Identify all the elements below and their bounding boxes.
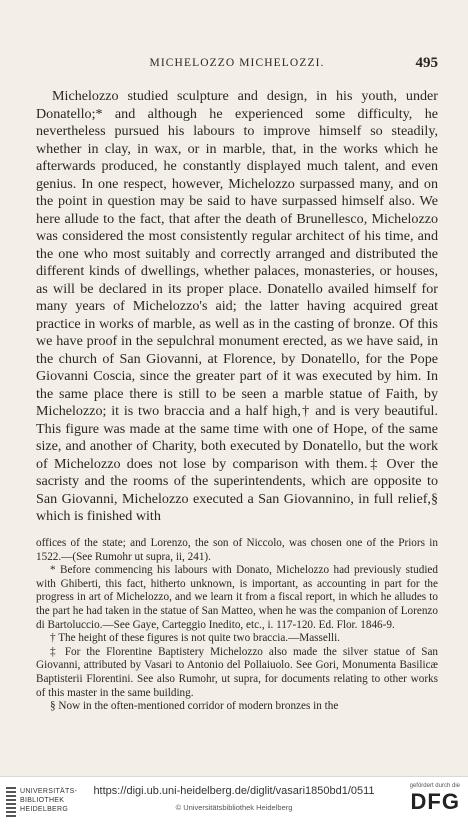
- viewer-footer: [0, 776, 468, 832]
- footnote-continuation: offices of the state; and Lorenzo, the son of Niccolo, was chosen one of the Priors in 1522.—(See Rumohr ut supra, ii, 241).: [36, 537, 438, 563]
- dfg-logo: [388, 783, 460, 825]
- body-text: [36, 88, 438, 526]
- dfg-logo-icon: DFG: [410, 789, 460, 814]
- footnote-section: § Now in the often-mentioned corridor of modern bronzes in the: [50, 700, 339, 713]
- copyright-notice: © Universitätsbibliothek Heidelberg: [175, 803, 293, 812]
- footnote-dagger: † The height of these figures is not quite two braccia.—Masselli.: [50, 632, 340, 645]
- permalink[interactable]: https://digi.ub.uni-heidelberg.de/diglit/vasari1850bd1/0511: [93, 785, 375, 797]
- body-paragraph: Michelozzo studied sculpture and design, in his youth, under Donatello;* and although he experienced some difficulty, he nevertheless pursued his labours to improve himself so steadily, whether in clay, in wax, or in marble, that, in the works which he afterwards produced, he constantly displayed much talent, and even genius. In one respect, however, Michelozzo surpassed many, and on the point in question may be said to have surpassed himself also. We here allude to the fact, that after the death of Brunellesco, Michelozzo was considered the most consistently regular architect of his time, and the one who most suitably and correctly arranged and distributed the different kinds of dwellings, whether palaces, monasteries, or houses, as will be declared in its proper place. Donatello availed himself for many years of Michelozzo's aid; the latter having acquired great practice in works of marble, as well as in the casting of bronze. Of this we have proof in the sepulchral monument erected, as we have said, in the church of San Giovanni, at Florence, by Donatello, for the Pope Giovanni Coscia, since the greater part of it was executed by him. In the same place there is still to be seen a marble statue of Faith, by Michelozzo; it is two braccia and a half high,† and is very beautiful. This figure was made at the same time with one of Hope, of the same size, and another of Charity, both executed by Donatello, but the work of Michelozzo does not lose by comparison with them.‡ Over the sacristy and the rooms of the superintendents, which are opposite to San Giovanni, Michelozzo executed a San Giovannino, in full relief,§ which is finished with: [36, 88, 438, 524]
- page-header: [36, 57, 438, 73]
- footnote-asterisk: * Before commencing his labours with Donato, Michelozzo had previously studied with Ghiberti, this fact, hitherto unknown, is important, as accounting in part for the progress in art of Michelozzo, and we learn it from a fiscal report, in which he alludes to the part he had taken in the statue of San Matteo, when he was the companion of Lorenzo di Bartoluccio.—See Gaye, Carteggio Inedito, etc., i. 117-120. Ed. Flor. 1846-9.: [36, 564, 438, 631]
- library-name: UNIVERSITÄTS- BIBLIOTHEK HEIDELBERG: [20, 788, 78, 813]
- footnotes: [36, 537, 438, 714]
- footnote-double-dagger: ‡ For the Florentine Baptistery Michelozzo also made the silver statue of San Giovanni, attributed by Vasari to Antonio del Pollaiuolo. See Gori, Monumenta Basilicæ Baptisterii Florentini. See also Rumohr, ut supra, for documents relating to other works of this master in the same building.: [36, 645, 438, 699]
- page-number: 495: [415, 55, 438, 71]
- running-head: MICHELOZZO MICHELOZZI.: [149, 57, 325, 69]
- funder-caption: gefördert durch die: [409, 783, 460, 789]
